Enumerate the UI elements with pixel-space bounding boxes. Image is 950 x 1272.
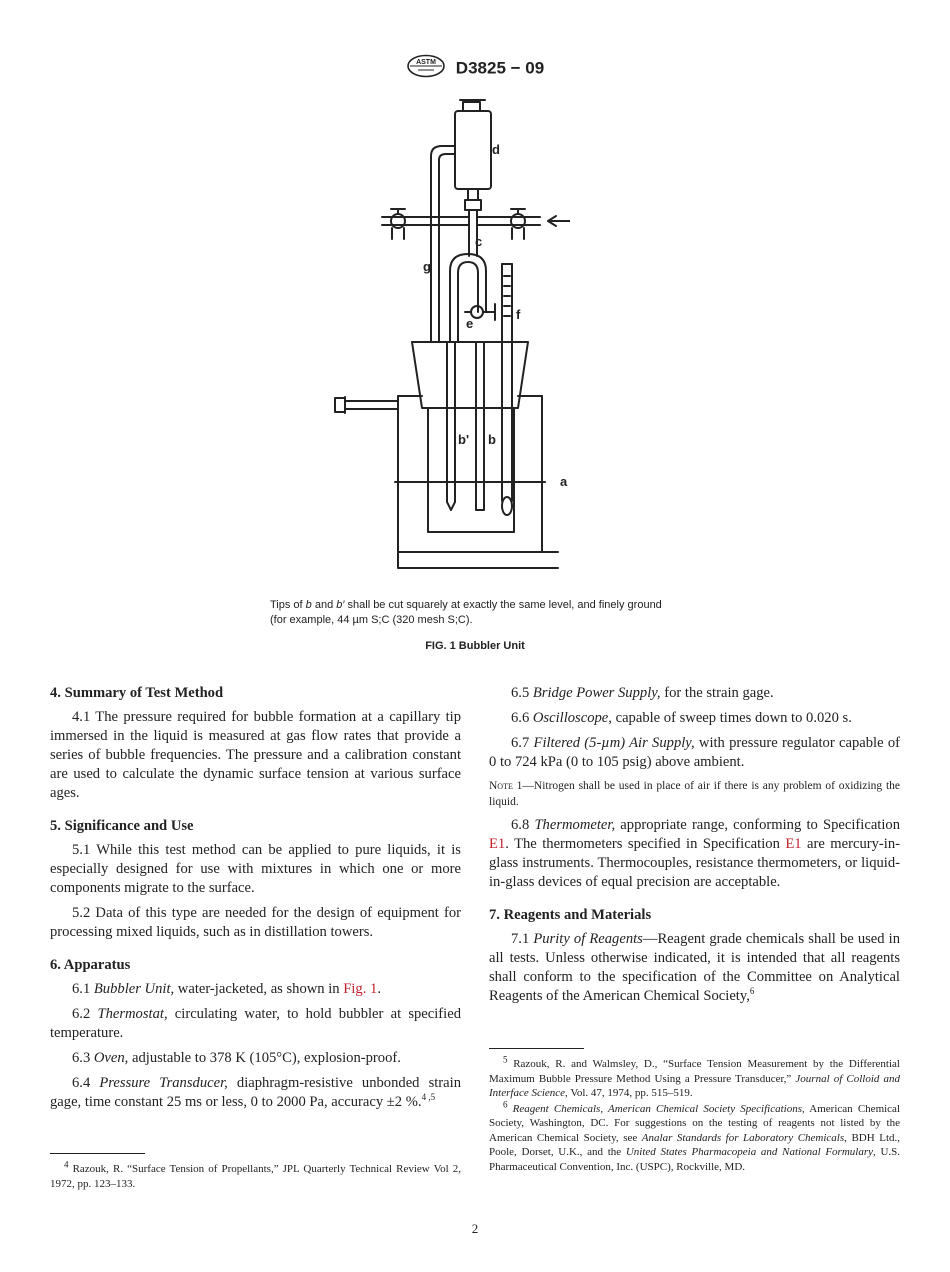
para-6-5: 6.5 Bridge Power Supply, for the strain gage. xyxy=(511,685,774,701)
section-5-heading: 5. Significance and Use xyxy=(50,818,194,834)
para-6-4: 6.4 Pressure Transducer, diaphragm-resistive unbonded strain gage, time constant 25 ms or less, 0 to 2000 Pa, accuracy ±2 %.$^{4 ,5}$ xyxy=(50,1075,462,1110)
figure-title: FIG. 1 Bubbler Unit xyxy=(425,640,525,652)
left-column xyxy=(50,684,461,1118)
e1-link[interactable]: E1 xyxy=(489,836,506,852)
svg-text:b': b' xyxy=(458,432,470,447)
footnote-rule-right xyxy=(489,1048,584,1049)
footnote-5: $^5$ Razouk, R. and Walmsley, D., “Surface Tension Measurement by the Differential Maximum Bubble Pressure Method Using a Pressure Transducer,” Journal of Colloid and Interface Science, Vol. 47, 1974, pp. 515–519. xyxy=(489,1054,901,1099)
fig-1-link[interactable]: Fig. 1 xyxy=(343,981,378,997)
para-6-2: 6.2 Thermostat, circulating water, to hold bubbler at specified temperature. xyxy=(50,1006,461,1041)
svg-text:d: d xyxy=(492,142,500,157)
note-1: Note 1—Nitrogen shall be used in place of air if there is any problem of oxidizing the liquid. xyxy=(489,780,900,808)
para-5-1: 5.1 While this test method can be applied to pure liquids, it is especially designed for use with mixtures in which one or more components migrate to the surface. xyxy=(50,842,461,896)
svg-text:b: b xyxy=(488,432,496,447)
para-6-8: 6.8 Thermometer, appropriate range, conforming to Specification E1. The thermometers specified in Specification E1 are mercury-in-glass instruments. Thermocouples, resistance thermometers, or liquid-in-glass devices of equal precision are acceptable. xyxy=(489,817,900,890)
document-code: D3825 − 09 xyxy=(455,58,545,78)
svg-text:ASTM: ASTM xyxy=(415,59,436,66)
para-4-1: 4.1 The pressure required for bubble formation at a capillary tip immersed in the liquid is measured at gas flow rates that provide a series of bubble frequencies. The pressure and a calibration constant are used to calculate the dynamic surface tension at various surface ages. xyxy=(50,709,461,801)
bubbler-unit-figure xyxy=(330,96,570,578)
para-6-7: 6.7 Filtered (5-µm) Air Supply, with pressure regulator capable of 0 to 724 kPa (0 to 105 psig) above ambient. xyxy=(489,735,900,770)
svg-text:g: g xyxy=(423,259,431,274)
para-6-3: 6.3 Oven, adjustable to 378 K (105°C), explosion-proof. xyxy=(72,1050,401,1066)
svg-text:a: a xyxy=(560,474,568,489)
e1-link-second[interactable]: E1 xyxy=(785,836,802,852)
para-5-2: 5.2 Data of this type are needed for the design of equipment for processing mixed liquids, such as in distillation towers. xyxy=(50,905,461,940)
astm-logo-icon xyxy=(406,54,446,83)
para-6-6: 6.6 Oscilloscope, capable of sweep times down to 0.020 s. xyxy=(511,710,852,726)
right-column xyxy=(489,684,900,1012)
footnote-rule xyxy=(50,1153,145,1154)
right-footnotes xyxy=(489,1048,900,1175)
page-number: 2 xyxy=(471,1221,479,1236)
left-footnotes xyxy=(50,1153,461,1192)
footnote-4: $^4$ Razouk, R. “Surface Tension of Propellants,” JPL Quarterly Technical Review Vol 2, 1972, pp. 123–133. xyxy=(50,1159,461,1190)
figure-note: Tips of b and b′ shall be cut squarely at exactly the same level, and finely ground (for example, 44 µm S;C (320 mesh S;C). xyxy=(270,599,662,626)
section-7-heading: 7. Reagents and Materials xyxy=(489,907,652,923)
svg-text:f: f xyxy=(516,307,521,322)
para-6-1: 6.1 Bubbler Unit, water-jacketed, as shown in Fig. 1. xyxy=(72,981,381,997)
section-6-heading: 6. Apparatus xyxy=(50,957,131,973)
svg-text:c: c xyxy=(475,234,483,249)
footnote-6: $^6$ Reagent Chemicals, American Chemical Society Specifications, American Chemical Society, Washington, DC. For suggestions on the testing of reagents not listed by the American Chemical Society, see Analar Standards for Laboratory Chemicals, BDH Ltd., Poole, Dorset, U.K., and the United States Pharmacopeia and National Formulary, U.S. Pharmaceutical Convention, Inc. (USPC), Rockville, MD. xyxy=(489,1098,901,1173)
svg-text:e: e xyxy=(466,316,474,331)
page-header xyxy=(0,54,950,83)
para-7-1: 7.1 Purity of Reagents—Reagent grade chemicals shall be used in all tests. Unless otherwise indicated, it is intended that all reagents shall conform to the specification of the Committee on Analytical Reagents of the American Chemical Society,$^6$ xyxy=(489,931,901,1004)
section-4-heading: 4. Summary of Test Method xyxy=(50,685,224,701)
